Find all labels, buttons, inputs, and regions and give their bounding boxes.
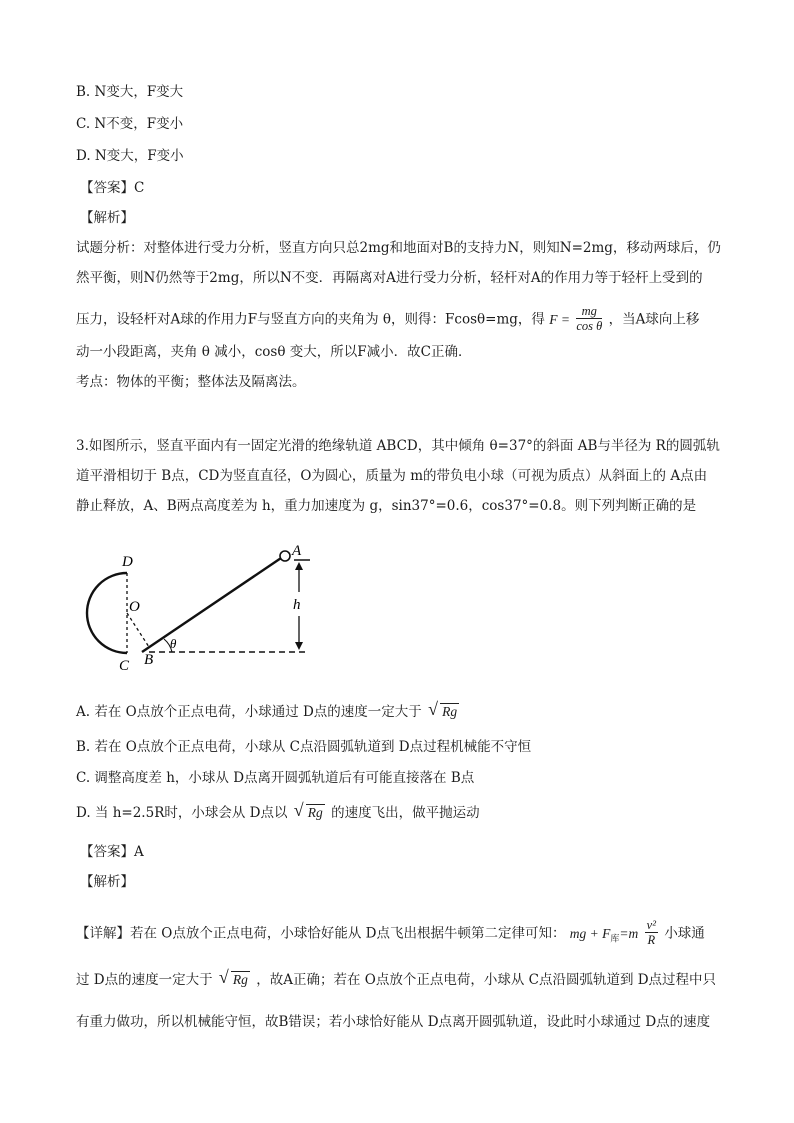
q2-option-c: C. N不变，F变小 [76,116,184,132]
q3-detail-line-1 [76,920,705,949]
sqrt-rg-radicand: Rg [442,704,458,719]
label-a: A [292,543,302,559]
q3-detail-line-3: 有重力做功，所以机械能守恒，故B错误；若小球恰好能从 D点离开圆弧轨道，设此时小球通过 D点的速度 [76,1014,711,1030]
force-fraction-numerator: mg [576,304,602,319]
arrowhead-up [295,562,303,570]
ball-a [280,551,290,561]
q2-option-d: D. N变大，F变小 [76,148,184,164]
newton-fraction [645,918,658,947]
newton-fraction-denominator: R [647,933,656,947]
q3-answer: 【答案】A [80,844,144,860]
radical-sign-icon: √ [218,967,229,987]
sqrt-rg-radicand: Rg [307,805,323,820]
sqrt-rg [428,699,459,722]
q3-analysis-label: 【解析】 [80,874,134,890]
sqrt-rg [218,967,250,990]
incline-ab [142,554,287,652]
q2-analysis-line-4: 动一小段距离，夹角 θ 减小，cosθ 变大，所以F减小．故C正确． [76,344,472,360]
q3-stem-line-1: 3.如图所示，竖直平面内有一固定光滑的绝缘轨道 ABCD，其中倾角 θ=37°的斜面 AB与半径为 R的圆弧轨 [76,438,720,454]
q3-option-a [76,699,461,722]
q3-detail-line-2-text: 过 D点的速度一定大于 [76,972,213,988]
q3-stem-line-3: 静止释放，A、B两点高度差为 h，重力加速度为 g，sin37°=0.6，cos37°=0.8。则下列判断正确的是 [76,498,697,514]
q2-kaodian: 考点：物体的平衡；整体法及隔离法。 [76,374,306,390]
q2-analysis-line-2: 然平衡，则N仍然等于2mg，所以N不变．再隔离对A进行受力分析，轻杆对A的作用力等于轻杆上受到的 [76,270,703,286]
force-formula-lhs: F = [549,311,570,327]
label-h: h [293,597,301,613]
semicircle-track [87,573,127,653]
q3-option-a-text: A. 若在 O点放个正点电荷，小球通过 D点的速度一定大于 [76,704,422,720]
newton-formula-eq: =m [619,925,639,941]
q2-analysis-line-3-tail: ，当A球向上移 [608,311,700,328]
q2-answer: 【答案】C [80,180,145,196]
force-fraction-denominator: cos θ [576,319,603,333]
label-o: O [129,599,140,615]
q2-analysis-line-3-text: 压力，设轻杆对A球的作用力F与竖直方向的夹角为 θ，则得：Fcosθ=mg，得 [76,311,545,328]
q3-option-b: B. 若在 O点放个正点电荷，小球从 C点沿圆弧轨道到 D点过程机械能不守恒 [76,739,532,755]
arrowhead-down [295,642,303,650]
q3-option-d [76,800,480,823]
force-fraction [576,304,602,333]
q2-analysis-line-1: 试题分析：对整体进行受力分析，竖直方向只总2mg和地面对B的支持力N，则知N=2mg，移动两球后，仍 [76,240,721,256]
q3-option-d-tail: 的速度飞出，做平抛运动 [331,805,480,821]
label-b: B [144,652,154,668]
q3-detail-line-2 [76,967,717,990]
q3-detail-line-1-tail: 小球通 [664,925,705,942]
sqrt-rg [293,800,325,823]
sqrt-rg-radicand: Rg [232,972,248,987]
q3-option-d-text: D. 当 h=2.5R时，小球会从 D点以 [76,805,288,821]
q2-analysis-line-3 [76,306,699,335]
q3-stem-line-2: 道平滑相切于 B点，CD为竖直直径，O为圆心，质量为 m的带负电小球（可视为质点）从斜面上的 A点由 [76,468,708,484]
radical-sign-icon: √ [428,699,438,719]
force-formula [549,304,608,333]
newton-fraction-numerator: v² [646,918,656,932]
q3-detail-line-2-tail: ，故A正确；若在 O点放个正点电荷，小球从 C点沿圆弧轨道到 D点过程中只 [256,972,717,988]
q3-option-c: C. 调整高度差 h，小球从 D点离开圆弧轨道后有可能直接落在 B点 [76,770,475,786]
q2-analysis-label: 【解析】 [80,210,134,226]
q3-detail-line-1-text: 【详解】若在 O点放个正点电荷，小球恰好能从 D点飞出根据牛顿第二定律可知： [76,925,566,942]
label-theta: θ [170,636,177,651]
track-diagram [82,540,322,670]
label-d: D [122,554,133,570]
label-c: C [119,658,130,670]
radical-sign-icon: √ [293,800,304,820]
newton-formula-sub: 库 [610,933,620,944]
radius-to-b [127,613,149,647]
newton-formula [569,918,665,947]
q2-option-b: B. N变大，F变大 [76,84,184,100]
newton-formula-lhs: mg + F [569,925,611,941]
